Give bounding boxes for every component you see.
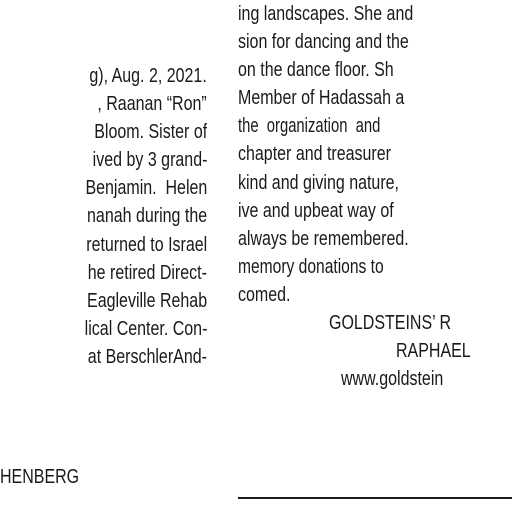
obituary-text-line: returned to Israel [86, 234, 207, 256]
obituary-text-line: the organization and [238, 115, 381, 137]
obituary-text-line: he retired Direct- [87, 262, 207, 284]
obituary-text-line: lical Center. Con- [84, 318, 207, 340]
obituary-text-line: sion for dancing and the [238, 31, 409, 53]
obituary-text-line: chapter and treasurer [238, 143, 391, 165]
column-end-rule [238, 497, 512, 499]
obituary-text-line: g), Aug. 2, 2021. [89, 65, 207, 87]
obituary-text-line: Member of Hadassah a [238, 87, 405, 109]
obituary-text-line: on the dance floor. Sh [238, 59, 394, 81]
funeral-home-name-2: RAPHAEL [396, 340, 471, 362]
funeral-home-website: www.goldstein [341, 368, 444, 390]
obituary-text-line: kind and giving nature, [238, 172, 399, 194]
obituary-text-line: comed. [238, 284, 291, 306]
obituary-text-line: ive and upbeat way of [238, 200, 394, 222]
obituary-text-line: memory donations to [238, 256, 384, 278]
obituary-text-line: nanah during the [86, 205, 207, 227]
obituary-column-left [0, 0, 207, 512]
obituary-text-line: at BerschlerAnd- [87, 346, 207, 368]
obituary-text-line: ived by 3 grand- [92, 149, 207, 171]
obituary-column-right [238, 0, 512, 512]
obituary-text-line: always be remembered. [238, 228, 409, 250]
obituary-signature: HENBERG [0, 466, 80, 488]
obituary-text-line: , Raanan “Ron” [97, 93, 207, 115]
obituary-text-line: Bloom. Sister of [94, 121, 207, 143]
obituary-text-line: ing landscapes. She and [238, 3, 414, 25]
obituary-text-line: Eagleville Rehab [86, 290, 207, 312]
funeral-home-name: GOLDSTEINS’ R [329, 312, 452, 334]
obituary-text-line: Benjamin. Helen [85, 177, 207, 199]
